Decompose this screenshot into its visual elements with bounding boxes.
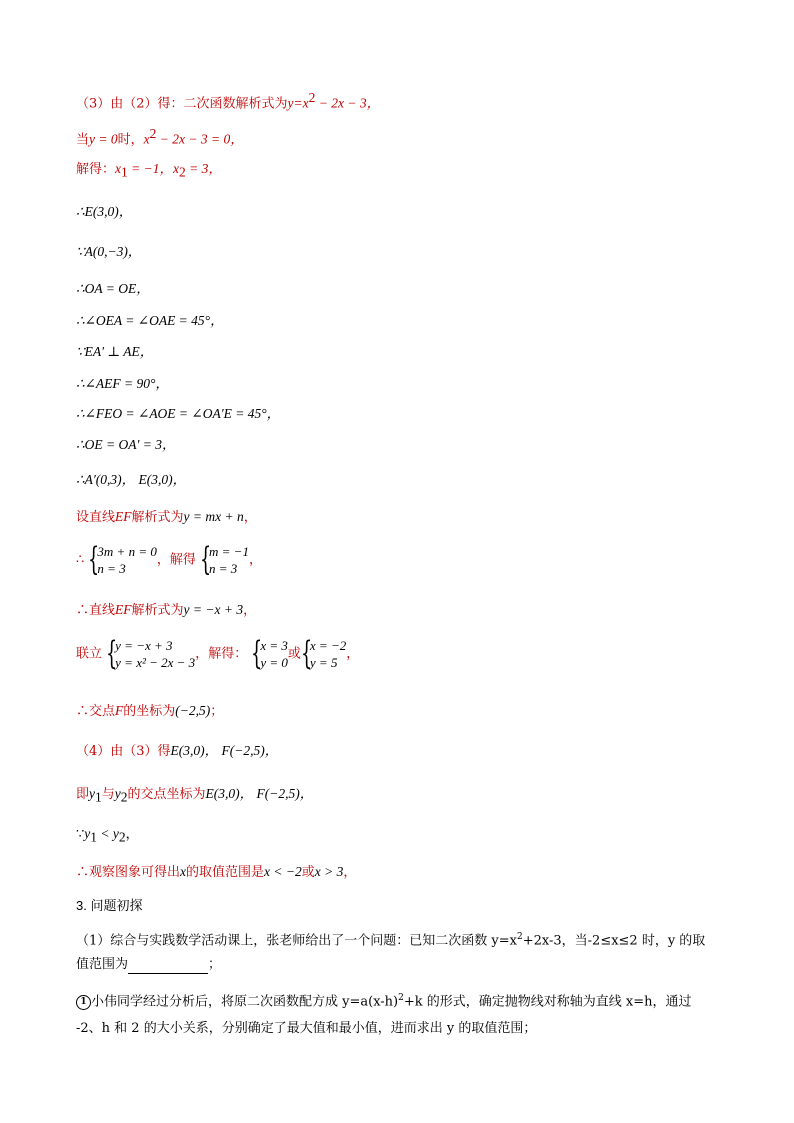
math: (−2,5) [175,703,211,718]
equation: y = −x + 3 [115,638,173,653]
math: EF [115,509,132,524]
math: 2 [149,126,157,141]
math: 1 [95,789,102,805]
condition-line [76,125,244,149]
text: 当 [76,132,90,148]
math: 2 [516,932,523,942]
inequality-line [76,825,139,847]
text: ； [210,704,224,719]
text: ， [343,865,357,880]
math: x [173,161,179,176]
text: ∴观察图象可得出 [76,865,181,880]
text: ，解得： [195,646,248,662]
math: − 2x − 3 = 0， [156,131,244,147]
step-line: ∴OE = OA′ = 3， [76,437,176,452]
text: +k 的形式，确定抛物线对称轴为直线 x=h，通过 [403,994,692,1010]
math: 2 [118,829,126,845]
equation-system: { m = −1 n = 3 [200,540,249,578]
text: （1）综合与实践数学活动课上，张老师给出了一个问题：已知二次函数 y=x [76,933,517,949]
equation: x = −2 [309,638,347,653]
section-heading: 3. 问题初探 [76,898,143,913]
question-blank-line [76,956,221,974]
text: ； [208,957,222,972]
equation-system: { x = −2 y = 5 [300,634,347,672]
step-line: ∴A′(0,3)， E(3,0)， [76,472,187,487]
text: ， [243,603,257,618]
text: 联立 [76,646,103,662]
math: y = 0 [89,131,118,147]
analysis-line-cont: -2、h 和 2 的大小关系，分别确定了最大值和最小值，进而求出 y 的取值范围； [76,1021,537,1036]
math: 2 [120,789,128,805]
math: x < −2 [264,864,302,879]
equation-system: { x = 3 y = 0 [251,634,288,672]
text: ∵ [76,827,85,842]
math: E(3,0)， F(−2,5)， [205,786,314,801]
text: 即 [76,787,90,802]
solution-part3-line [76,89,380,113]
math: F [115,703,124,718]
text: ∴交点 [76,704,116,719]
text: 解析式为 [131,510,184,525]
step-line: ∴∠FEO = ∠AOE = ∠OA′E = 45°， [76,406,281,421]
step-line: ∴E(3,0)， [76,204,133,219]
equation-system: { 3m + n = 0 n = 3 [88,540,157,578]
intersection-point-line [76,702,223,721]
math: x [143,131,150,147]
conclusion-line [76,863,356,882]
math: y=x [287,95,309,111]
text: ， [125,827,139,842]
intersection-system-line [76,634,360,672]
equation: n = 3 [97,561,126,576]
equation: y = 0 [260,655,288,670]
question-line [76,928,705,950]
math: 1 [90,829,98,845]
roots-line [76,160,222,182]
text: 与 [101,787,115,802]
math: y [84,826,91,841]
math: − 2x − 3， [315,95,381,111]
math: 1 [121,164,128,180]
answer-blank[interactable] [128,960,208,974]
text: ， [248,552,262,568]
equation: n = 3 [209,561,238,576]
text: ，解得 [156,552,196,568]
math: 2 [308,90,316,105]
analysis-line [76,989,692,1011]
math: = −1， [127,161,173,176]
step-line: ∴∠OEA = ∠OAE = 45°， [76,313,224,328]
math: x [180,864,187,879]
circled-number-icon: 1 [76,995,91,1010]
text: （3）由（2）得：二次函数解析式为 [76,96,288,112]
text: 的交点坐标为 [127,787,206,802]
text: ∴ [76,552,85,568]
solution-part4-line [76,742,278,761]
text: 小伟同学经过分析后，将原二次函数配方成 y=a(x-h) [91,994,399,1010]
text: ， [243,510,257,525]
math: x [115,161,122,176]
math: 2 [398,993,404,1003]
math: y = mx + n [183,509,244,524]
math: 2 [179,164,186,180]
step-line: ∵EA′ ⊥ AE， [76,344,154,359]
text: 设直线 [76,510,116,525]
math: < y [97,826,119,841]
system-solve-line [76,540,262,578]
step-line: ∴OA = OE， [76,281,150,296]
intersection-coords-line [76,785,313,807]
math: y [114,786,121,801]
math: EF [115,602,132,617]
text: 或 [287,646,301,662]
text: 解析式为 [131,603,184,618]
text: 的坐标为 [123,704,176,719]
math: x > 3 [314,864,344,879]
text: ∴直线 [76,603,116,618]
equation: m = −1 [209,544,249,559]
math: y [89,786,96,801]
text: ， [346,646,360,662]
line-ef-result [76,601,256,620]
step-line: ∵A(0,−3)， [76,244,142,259]
text: 时， [117,132,144,148]
equation-system: { y = −x + 3 y = x² − 2x − 3 [106,634,196,672]
math: y = −x + 3 [183,602,244,617]
text: 或 [301,865,315,880]
equation: 3m + n = 0 [97,544,157,559]
text: +2x-3，当-2≤x≤2 时，y 的取 [522,933,706,949]
text: 值范围为 [76,957,129,972]
text: 的取值范围是 [186,865,265,880]
equation: x = 3 [260,638,288,653]
step-line: ∴∠AEF = 90°， [76,376,169,391]
equation: y = x² − 2x − 3 [115,655,196,670]
text: 解得： [76,162,116,177]
math: E(3,0)， F(−2,5)， [170,743,279,758]
text: （4）由（3）得 [76,744,171,759]
math: = 3， [185,161,222,176]
line-assumption [76,508,257,527]
equation: y = 5 [309,655,338,670]
